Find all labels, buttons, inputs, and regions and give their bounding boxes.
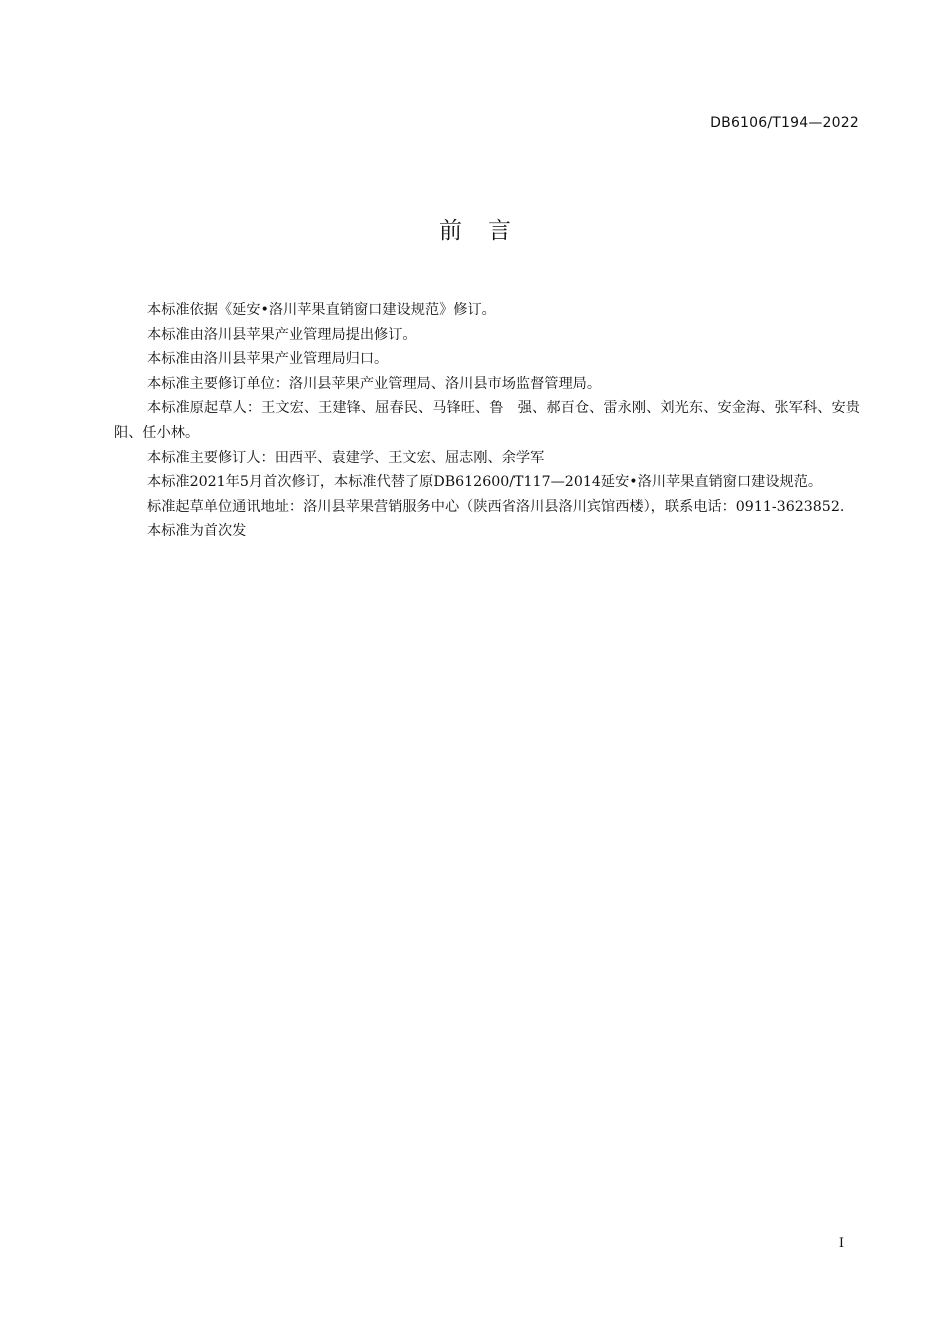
- paragraph-contact-address: 标准起草单位通讯地址：洛川县苹果营销服务中心（陕西省洛川县洛川宾馆西楼），联系电话：0911-3623852.: [147, 498, 845, 515]
- paragraph-proposer: 本标准由洛川县苹果产业管理局提出修订。: [147, 326, 417, 343]
- paragraph-original-drafters: 本标准原起草人：王文宏、王建锋、屈春民、马锋旺、鲁 强、郝百仓、雷永刚、刘光东、安金海、张军科、安贵阳、任小林。: [114, 400, 860, 441]
- paragraph-basis: 本标准依据《延安•洛川苹果直销窗口建设规范》修订。: [147, 302, 496, 318]
- paragraph-revising-units: 本标准主要修订单位：洛川县苹果产业管理局、洛川县市场监督管理局。: [147, 375, 602, 392]
- page-title: 前言: [439, 218, 537, 244]
- paragraph-first-issue: 本标准为首次发: [147, 523, 247, 540]
- page-number: I: [838, 1236, 844, 1251]
- paragraph-revisers: 本标准主要修订人：田西平、袁建学、王文宏、屈志刚、余学军: [147, 449, 545, 466]
- foreword-body: [114, 298, 860, 544]
- paragraph-administrator: 本标准由洛川县苹果产业管理局归口。: [147, 351, 389, 368]
- document-code: DB6106/T194—2022: [710, 115, 859, 131]
- paragraph-revision-history: 本标准2021年5月首次修订，本标准代替了原DB612600/T117—2014延安•洛川苹果直销窗口建设规范。: [147, 474, 823, 491]
